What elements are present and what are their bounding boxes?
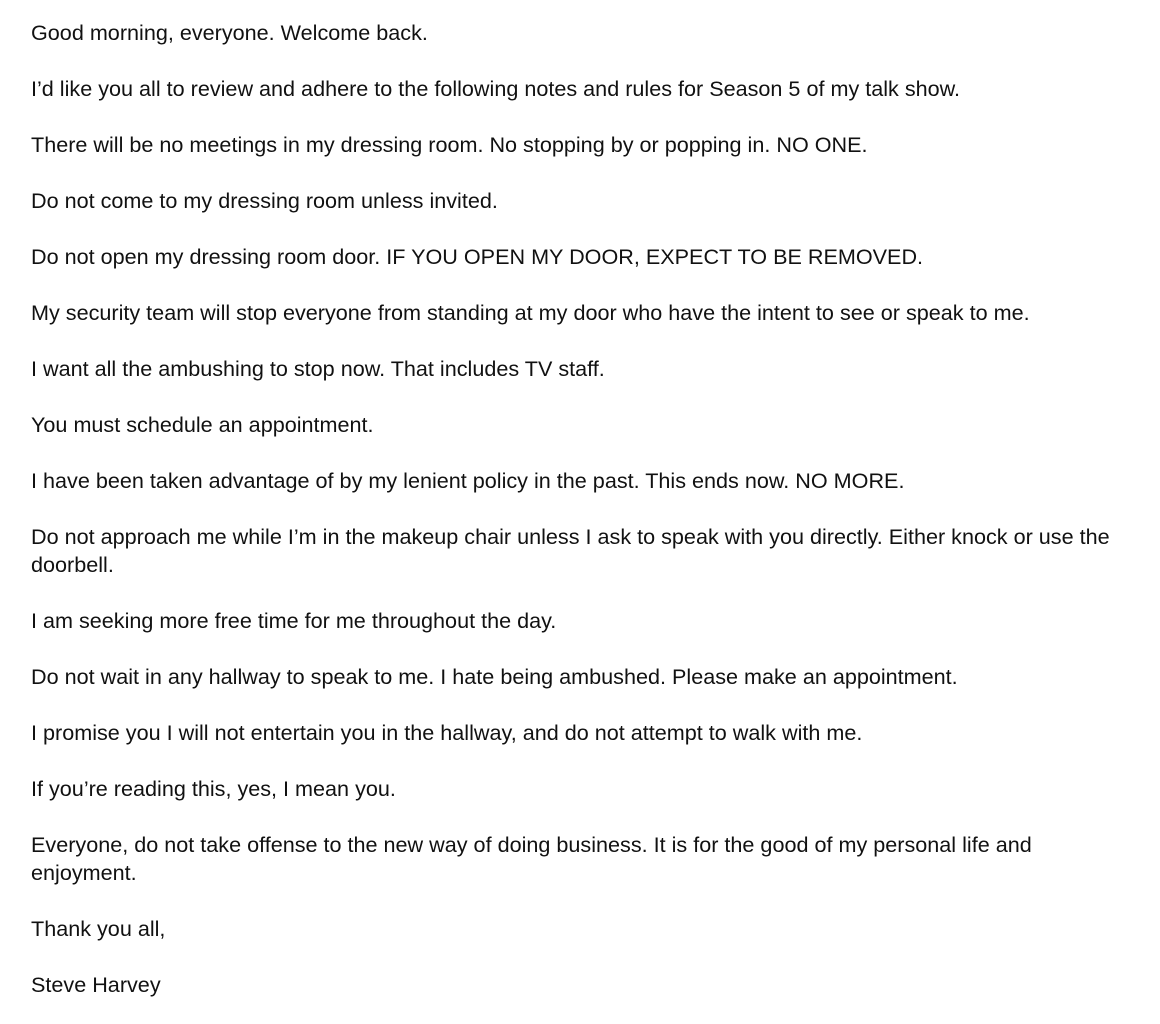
letter-body <box>31 19 1131 999</box>
rule-hallway-walking: I promise you I will not entertain you in the hallway, and do not attempt to walk with me. <box>31 720 863 745</box>
closing-paragraph: Everyone, do not take offense to the new way of doing business. It is for the good of my personal life and enjoyment. <box>31 832 1032 885</box>
intro-paragraph: I’d like you all to review and adhere to the following notes and rules for Season 5 of my talk show. <box>31 76 961 101</box>
rule-schedule-appointment: You must schedule an appointment. <box>31 412 374 437</box>
rule-no-meetings: There will be no meetings in my dressing room. No stopping by or popping in. NO ONE. <box>31 132 868 157</box>
rule-makeup-chair: Do not approach me while I’m in the makeup chair unless I ask to speak with you directly. Either knock or use the doorbell. <box>31 524 1110 577</box>
sign-off: Thank you all, <box>31 916 166 941</box>
rule-stop-ambushing: I want all the ambushing to stop now. That includes TV staff. <box>31 356 605 381</box>
rule-invited-only: Do not come to my dressing room unless invited. <box>31 188 498 213</box>
signature-name: Steve Harvey <box>31 972 161 997</box>
reader-note: If you’re reading this, yes, I mean you. <box>31 776 396 801</box>
greeting: Good morning, everyone. Welcome back. <box>31 20 428 45</box>
rule-security-team: My security team will stop everyone from standing at my door who have the intent to see or speak to me. <box>31 300 1030 325</box>
free-time-note: I am seeking more free time for me throughout the day. <box>31 608 557 633</box>
lenient-policy-note: I have been taken advantage of by my lenient policy in the past. This ends now. NO MORE. <box>31 468 905 493</box>
rule-hallway-waiting: Do not wait in any hallway to speak to me. I hate being ambushed. Please make an appointment. <box>31 664 958 689</box>
rule-do-not-open-door: Do not open my dressing room door. IF YOU OPEN MY DOOR, EXPECT TO BE REMOVED. <box>31 244 924 269</box>
